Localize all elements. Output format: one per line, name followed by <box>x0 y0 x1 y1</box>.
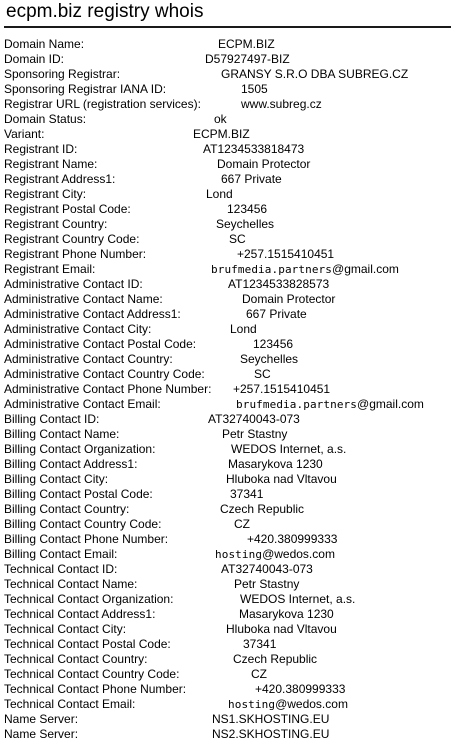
whois-row <box>4 217 451 232</box>
field-label: Registrant Address1: <box>4 172 116 186</box>
field-label: Billing Contact Email: <box>4 547 118 561</box>
field-value: NS1.SKHOSTING.EU <box>212 712 330 726</box>
whois-row <box>4 97 451 112</box>
whois-row <box>4 697 451 712</box>
field-label: Administrative Contact Name: <box>4 292 163 306</box>
whois-row <box>4 367 451 382</box>
field-value: 37341 <box>230 487 264 501</box>
field-value: GRANSY S.R.O DBA SUBREG.CZ <box>221 67 409 81</box>
email-user: brufmedia.partners <box>236 398 358 411</box>
field-label: Administrative Contact Postal Code: <box>4 337 197 351</box>
field-label: Technical Contact City: <box>4 622 127 636</box>
field-value: Petr Stastny <box>222 427 288 441</box>
page-title: ecpm.biz registry whois <box>6 1 204 22</box>
whois-record-list <box>4 37 451 742</box>
whois-row <box>4 82 451 97</box>
field-label: Technical Contact Country: <box>4 652 148 666</box>
field-label: Registrant Phone Number: <box>4 247 147 261</box>
whois-row <box>4 127 451 142</box>
whois-row <box>4 547 451 562</box>
field-label: Registrant ID: <box>4 142 78 156</box>
field-value: ok <box>214 112 227 126</box>
whois-row <box>4 457 451 472</box>
field-value: WEDOS Internet, a.s. <box>240 592 356 606</box>
field-label: Sponsoring Registrar: <box>4 67 121 81</box>
field-label: Billing Contact Postal Code: <box>4 487 153 501</box>
field-value: +257.1515410451 <box>237 247 335 261</box>
field-value: Czech Republic <box>220 502 305 516</box>
field-value: Seychelles <box>240 352 299 366</box>
whois-row <box>4 142 451 157</box>
field-value: +420.380999333 <box>247 532 338 546</box>
whois-row <box>4 52 451 67</box>
email-user: hosting <box>228 698 276 711</box>
field-label: Sponsoring Registrar IANA ID: <box>4 82 167 96</box>
field-label: Billing Contact Name: <box>4 427 120 441</box>
field-value: +257.1515410451 <box>233 382 331 396</box>
whois-row <box>4 202 451 217</box>
whois-row <box>4 532 451 547</box>
whois-row <box>4 442 451 457</box>
field-value: 667 Private <box>246 307 307 321</box>
field-label: Billing Contact Address1: <box>4 457 138 471</box>
field-value: Hluboka nad Vltavou <box>226 472 337 486</box>
whois-row <box>4 682 451 697</box>
field-value: 123456 <box>253 337 294 351</box>
whois-row <box>4 562 451 577</box>
field-label: Domain Name: <box>4 37 85 51</box>
email-domain: @gmail.com <box>357 397 424 411</box>
field-value: www.subreg.cz <box>241 97 322 111</box>
field-label: Technical Contact Phone Number: <box>4 682 187 696</box>
field-value: Lond <box>230 322 257 336</box>
field-value: Seychelles <box>216 217 275 231</box>
field-label: Administrative Contact Country Code: <box>4 367 205 381</box>
whois-row <box>4 262 451 277</box>
field-label: Registrant Postal Code: <box>4 202 131 216</box>
field-value: AT1234533828573 <box>228 277 330 291</box>
whois-row <box>4 517 451 532</box>
field-label: Administrative Contact City: <box>4 322 152 336</box>
whois-row <box>4 187 451 202</box>
whois-row <box>4 67 451 82</box>
field-value: Hluboka nad Vltavou <box>226 622 337 636</box>
email-value <box>215 547 335 562</box>
field-label: Registrant Country: <box>4 217 108 231</box>
field-value: AT32740043-073 <box>208 412 300 426</box>
field-label: Name Server: <box>4 712 79 726</box>
field-label: Registrant Name: <box>4 157 98 171</box>
email-domain: @gmail.com <box>332 262 399 276</box>
field-label: Billing Contact ID: <box>4 412 100 426</box>
field-value: Lond <box>206 187 233 201</box>
whois-row <box>4 232 451 247</box>
email-domain: @wedos.com <box>275 697 348 711</box>
field-label: Name Server: <box>4 727 79 741</box>
whois-row <box>4 382 451 397</box>
field-label: Technical Contact ID: <box>4 562 118 576</box>
field-value: 1505 <box>241 82 268 96</box>
field-label: Administrative Contact ID: <box>4 277 143 291</box>
field-value: +420.380999333 <box>255 682 346 696</box>
whois-row <box>4 292 451 307</box>
field-label: Technical Contact Address1: <box>4 607 156 621</box>
field-value: Petr Stastny <box>234 577 300 591</box>
whois-row <box>4 637 451 652</box>
field-value: SC <box>254 367 271 381</box>
field-value: D57927497-BIZ <box>205 52 290 66</box>
field-label: Technical Contact Country Code: <box>4 667 180 681</box>
title-divider <box>4 26 451 28</box>
field-label: Domain Status: <box>4 112 87 126</box>
field-value: ECPM.BIZ <box>193 127 250 141</box>
field-value: CZ <box>251 667 267 681</box>
whois-row <box>4 487 451 502</box>
whois-row <box>4 622 451 637</box>
field-value: AT1234533818473 <box>203 142 305 156</box>
field-label: Billing Contact Country Code: <box>4 517 162 531</box>
field-label: Variant: <box>4 127 45 141</box>
field-value: Czech Republic <box>233 652 318 666</box>
whois-row <box>4 577 451 592</box>
field-label: Billing Contact Organization: <box>4 442 156 456</box>
field-label: Technical Contact Email: <box>4 697 136 711</box>
email-domain: @wedos.com <box>262 547 335 561</box>
field-label: Technical Contact Name: <box>4 577 138 591</box>
field-label: Billing Contact Phone Number: <box>4 532 169 546</box>
whois-row <box>4 397 451 412</box>
whois-row <box>4 412 451 427</box>
field-value: NS2.SKHOSTING.EU <box>212 727 330 741</box>
field-value: 123456 <box>227 202 268 216</box>
whois-row <box>4 727 451 742</box>
field-value: ECPM.BIZ <box>218 37 275 51</box>
field-value: 37341 <box>243 637 277 651</box>
whois-row <box>4 502 451 517</box>
whois-row <box>4 37 451 52</box>
whois-row <box>4 667 451 682</box>
whois-row <box>4 157 451 172</box>
email-value <box>211 262 399 277</box>
field-label: Billing Contact City: <box>4 472 109 486</box>
field-value: Masarykova 1230 <box>228 457 323 471</box>
whois-row <box>4 427 451 442</box>
whois-row <box>4 307 451 322</box>
field-label: Administrative Contact Country: <box>4 352 173 366</box>
email-user: brufmedia.partners <box>211 263 333 276</box>
whois-row <box>4 172 451 187</box>
field-label: Administrative Contact Address1: <box>4 307 181 321</box>
field-label: Registrant Email: <box>4 262 96 276</box>
field-value: SC <box>229 232 246 246</box>
whois-row <box>4 277 451 292</box>
field-value: 667 Private <box>221 172 282 186</box>
field-label: Technical Contact Organization: <box>4 592 174 606</box>
field-value: Domain Protector <box>242 292 336 306</box>
whois-row <box>4 592 451 607</box>
whois-row <box>4 607 451 622</box>
field-value: Domain Protector <box>217 157 311 171</box>
whois-row <box>4 112 451 127</box>
whois-row <box>4 712 451 727</box>
email-value <box>228 697 348 712</box>
field-label: Registrant City: <box>4 187 87 201</box>
field-value: Masarykova 1230 <box>239 607 334 621</box>
field-label: Billing Contact Country: <box>4 502 130 516</box>
whois-row <box>4 472 451 487</box>
field-label: Administrative Contact Email: <box>4 397 161 411</box>
field-value: CZ <box>234 517 250 531</box>
field-label: Administrative Contact Phone Number: <box>4 382 212 396</box>
field-value: AT32740043-073 <box>221 562 313 576</box>
whois-row <box>4 352 451 367</box>
whois-row <box>4 247 451 262</box>
email-value <box>236 397 424 412</box>
whois-row <box>4 322 451 337</box>
email-user: hosting <box>215 548 263 561</box>
field-label: Technical Contact Postal Code: <box>4 637 171 651</box>
whois-row <box>4 337 451 352</box>
field-label: Registrar URL (registration services): <box>4 97 201 111</box>
field-label: Registrant Country Code: <box>4 232 140 246</box>
field-label: Domain ID: <box>4 52 65 66</box>
field-value: WEDOS Internet, a.s. <box>231 442 347 456</box>
whois-row <box>4 652 451 667</box>
